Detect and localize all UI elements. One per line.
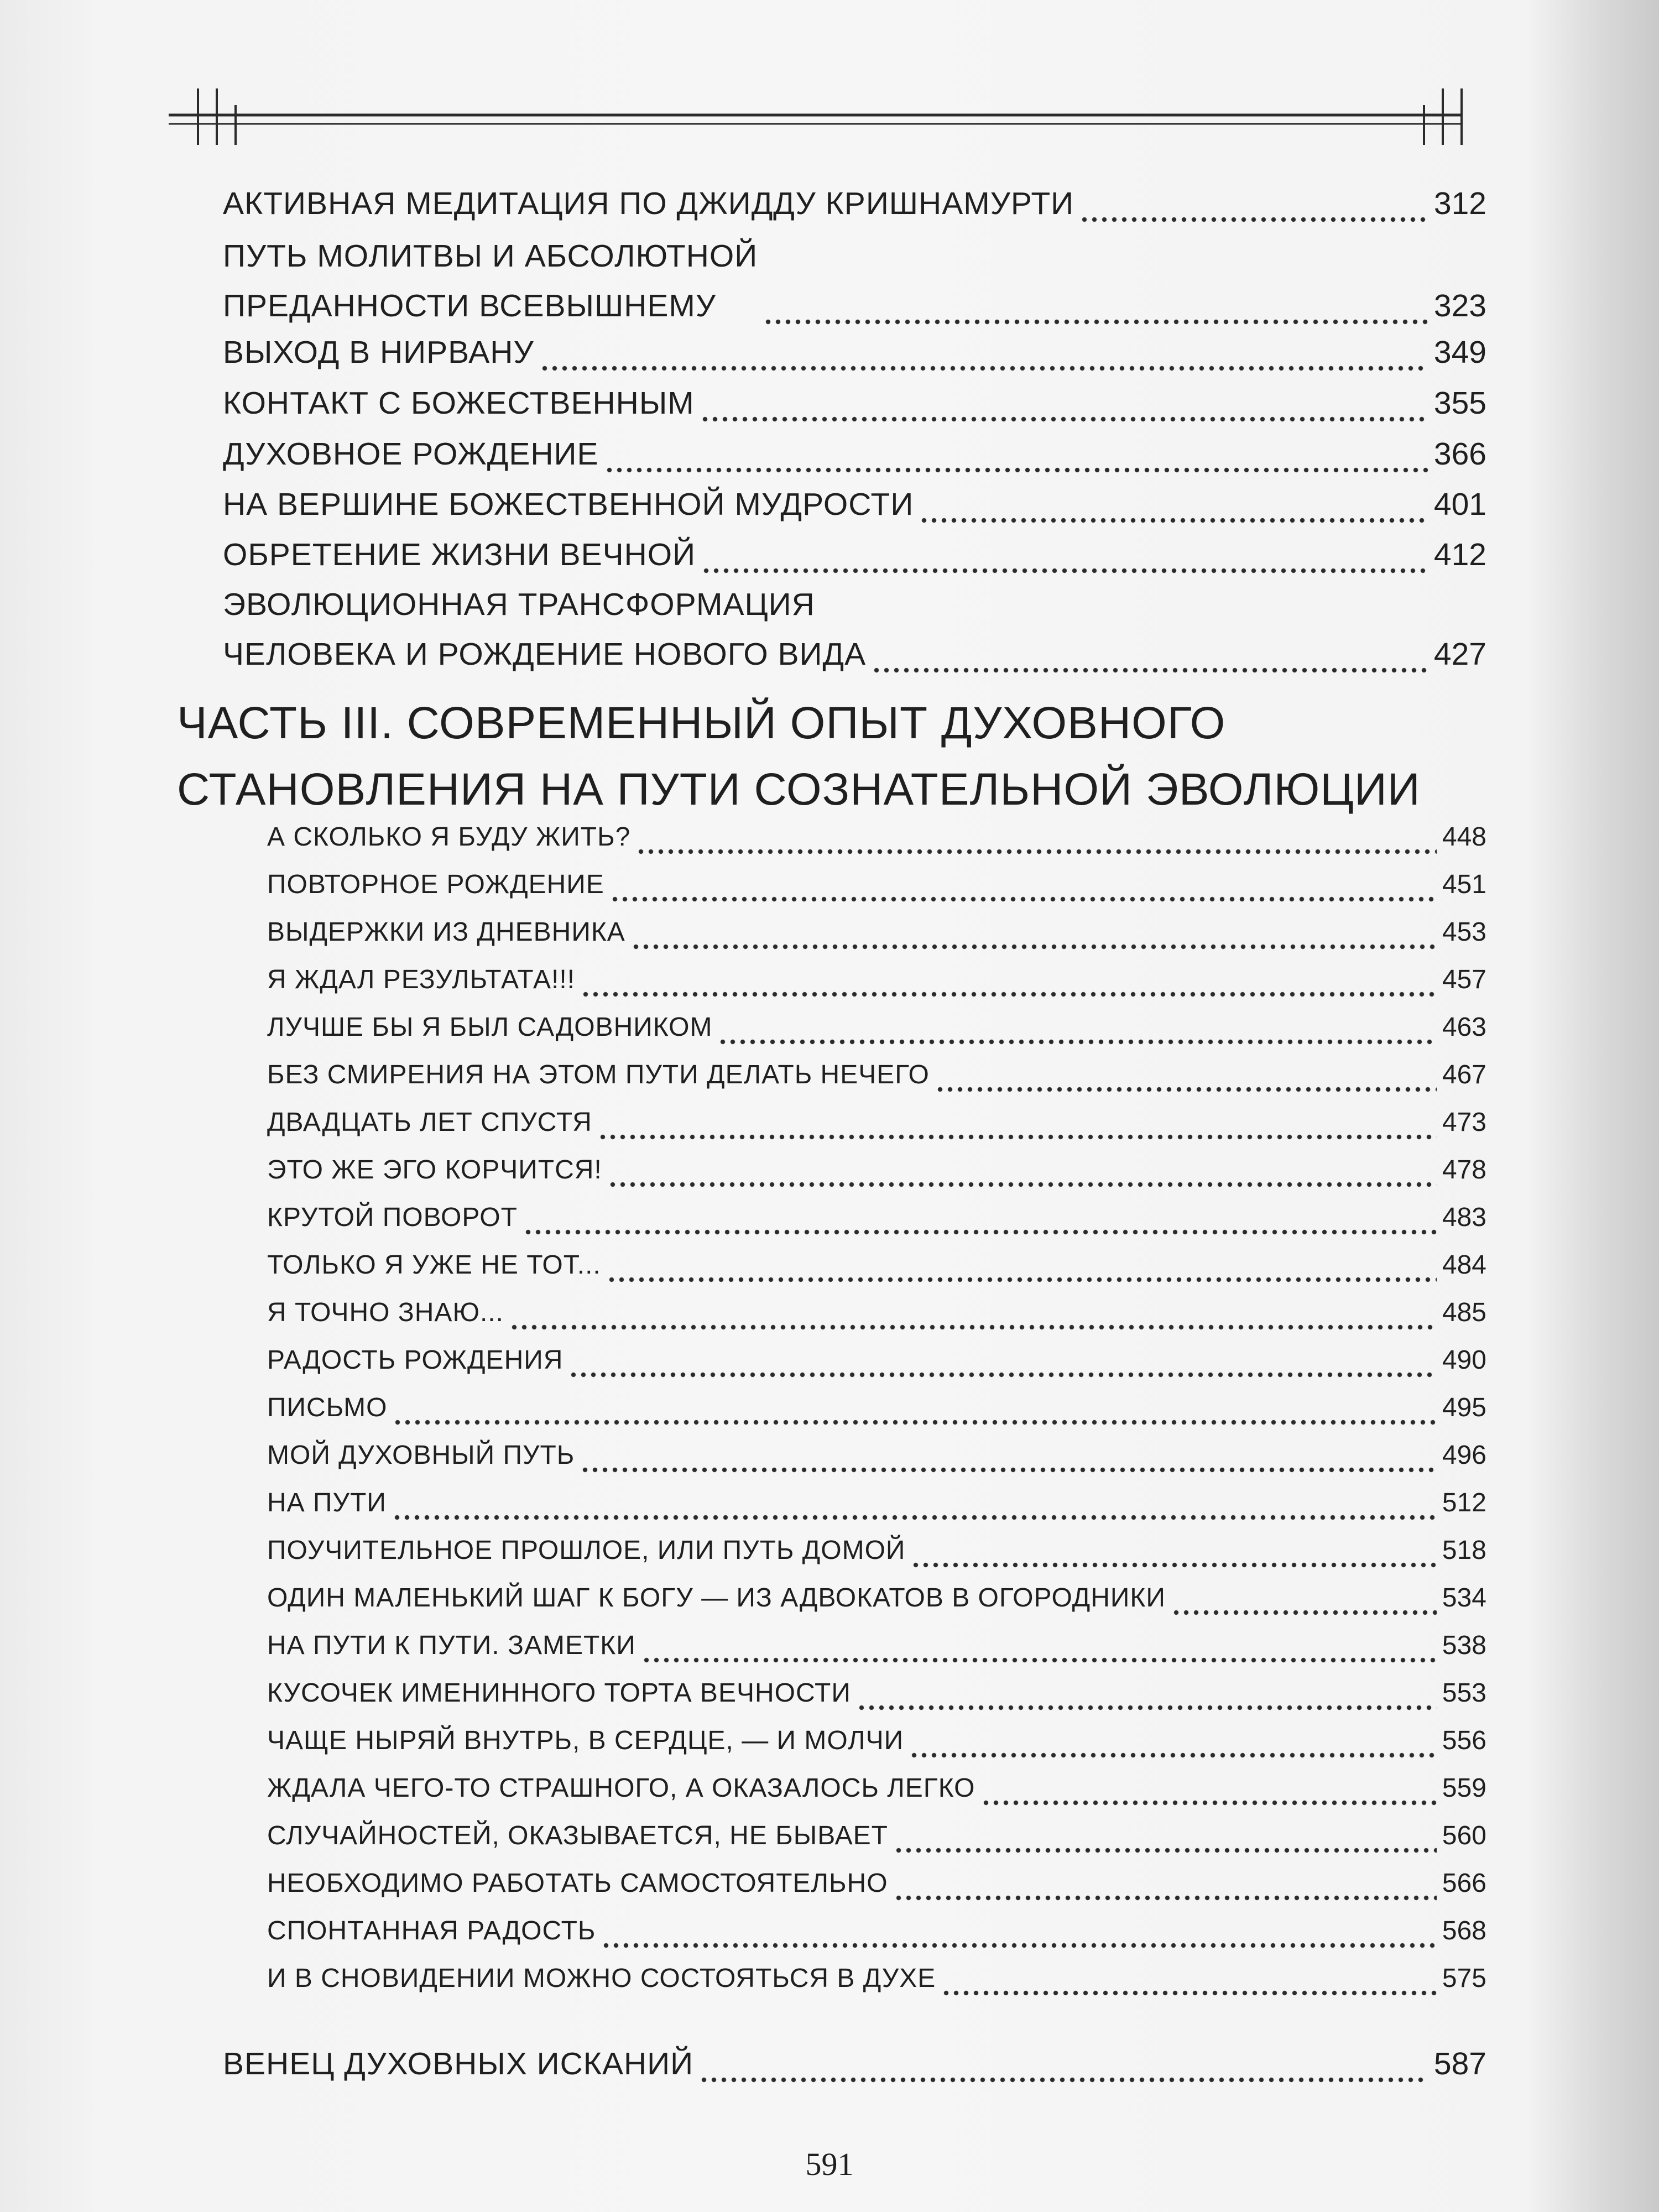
toc-entry-title: ЧЕЛОВЕКА И РОЖДЕНИЕ НОВОГО ВИДА <box>223 637 867 672</box>
toc-entry-title-line1: ЭВОЛЮЦИОННАЯ ТРАНСФОРМАЦИЯ <box>223 587 815 622</box>
toc-entry[interactable] <box>267 1385 1486 1431</box>
dot-leader <box>718 1039 1436 1045</box>
toc-entry-title: БЕЗ СМИРЕНИЯ НА ЭТОМ ПУТИ ДЕЛАТЬ НЕЧЕГО <box>267 1060 930 1089</box>
toc-entry-title: ОДИН МАЛЕНЬКИЙ ШАГ К БОГУ — ИЗ АДВОКАТОВ В ОГОРОДНИКИ <box>267 1583 1166 1613</box>
toc-entry[interactable] <box>267 1623 1486 1669</box>
dot-leader <box>581 991 1437 998</box>
toc-entry-title: ОБРЕТЕНИЕ ЖИЗНИ ВЕЧНОЙ <box>223 537 696 572</box>
toc-entry-title: ПОВТОРНОЕ РОЖДЕНИЕ <box>267 870 604 899</box>
dot-leader <box>857 1704 1437 1711</box>
dot-leader <box>523 1229 1437 1235</box>
toc-entry-page: 448 <box>1442 822 1486 852</box>
toc-entry-title: ПОУЧИТЕЛЬНОЕ ПРОШЛОЕ, ИЛИ ПУТЬ ДОМОЙ <box>267 1536 906 1565</box>
toc-entry[interactable] <box>267 1290 1486 1336</box>
toc-entry[interactable] <box>267 1337 1486 1384</box>
toc-entry-title: ВЕНЕЦ ДУХОВНЫХ ИСКАНИЙ <box>223 2046 694 2081</box>
toc-entry-page: 412 <box>1433 537 1486 572</box>
part-heading-line2: СТАНОВЛЕНИЯ НА ПУТИ СОЗНАТЕЛЬНОЙ ЭВОЛЮЦИИ <box>177 764 1421 815</box>
dot-leader <box>393 1419 1436 1426</box>
toc-entry-page: 518 <box>1442 1536 1486 1565</box>
toc-entry-page: 490 <box>1442 1345 1486 1375</box>
toc-entry[interactable] <box>267 1813 1486 1859</box>
dot-leader <box>935 1086 1437 1093</box>
toc-entry-title: РАДОСТЬ РОЖДЕНИЯ <box>267 1345 564 1375</box>
toc-entry-title: НА ВЕРШИНЕ БОЖЕСТВЕННОЙ МУДРОСТИ <box>223 487 914 522</box>
dot-leader <box>607 1276 1437 1283</box>
dot-leader <box>540 365 1428 372</box>
header-ornament <box>0 0 1659 177</box>
toc-entry-title: НА ПУТИ К ПУТИ. ЗАМЕТКИ <box>267 1631 636 1660</box>
toc-entry[interactable] <box>223 580 1486 679</box>
dot-leader <box>598 1134 1437 1140</box>
toc-entry-title: ЖДАЛА ЧЕГО-ТО СТРАШНОГО, А ОКАЗАЛОСЬ ЛЕГКО <box>267 1773 975 1803</box>
toc-entry-title: ДУХОВНОЕ РОЖДЕНИЕ <box>223 436 599 472</box>
toc-entry-page: 538 <box>1442 1631 1486 1660</box>
toc-entry[interactable] <box>223 530 1486 580</box>
toc-entry[interactable] <box>223 231 1486 331</box>
toc-entry-page: 553 <box>1442 1678 1486 1708</box>
toc-entry-page: 323 <box>1433 288 1486 324</box>
toc-entry-title: ПИСЬМО <box>267 1393 388 1422</box>
toc-entry-title: И В СНОВИДЕНИИ МОЖНО СОСТОЯТЬСЯ В ДУХЕ <box>267 1964 936 1993</box>
toc-entry[interactable] <box>267 1099 1486 1146</box>
dot-leader <box>909 1752 1437 1759</box>
toc-entry-title: ЛУЧШЕ БЫ Я БЫЛ САДОВНИКОМ <box>267 1013 713 1042</box>
toc-entry-page: 467 <box>1442 1060 1486 1089</box>
toc-entry-page: 485 <box>1442 1298 1486 1327</box>
toc-entry[interactable] <box>223 479 1486 529</box>
toc-entry-title: МОЙ ДУХОВНЫЙ ПУТЬ <box>267 1441 575 1470</box>
toc-entry-page: 473 <box>1442 1108 1486 1137</box>
toc-entry[interactable] <box>267 1527 1486 1574</box>
toc-entry[interactable] <box>267 1052 1486 1098</box>
dot-leader <box>608 1181 1437 1188</box>
dot-leader <box>631 943 1437 950</box>
toc-entry-page: 478 <box>1442 1155 1486 1185</box>
toc-entry-page: 566 <box>1442 1869 1486 1898</box>
toc-entry-title: КОНТАКТ С БОЖЕСТВЕННЫМ <box>223 385 695 421</box>
toc-entry-page: 355 <box>1433 385 1486 421</box>
toc-entry[interactable] <box>223 327 1486 377</box>
dot-leader <box>699 2077 1428 2083</box>
toc-entry-page: 451 <box>1442 870 1486 899</box>
toc-entry-title: ДВАДЦАТЬ ЛЕТ СПУСТЯ <box>267 1108 592 1137</box>
toc-entry-page: 484 <box>1442 1250 1486 1280</box>
toc-entry-page: 349 <box>1433 335 1486 370</box>
toc-entry[interactable] <box>267 1147 1486 1193</box>
toc-entry-page: 556 <box>1442 1726 1486 1755</box>
dot-leader <box>700 416 1428 422</box>
dot-leader <box>763 319 1428 325</box>
part-heading <box>177 690 1532 823</box>
toc-entry[interactable] <box>267 1860 1486 1907</box>
toc-entry-title: Я ЖДАЛ РЕЗУЛЬТАТА!!! <box>267 965 575 994</box>
dot-leader <box>604 467 1428 473</box>
toc-entry-page: 453 <box>1442 917 1486 947</box>
dot-leader <box>636 848 1437 855</box>
toc-entry-page: 575 <box>1442 1964 1486 1993</box>
toc-entry-title: КРУТОЙ ПОВОРОТ <box>267 1203 518 1232</box>
toc-entry-title: ПРЕДАННОСТИ ВСЕВЫШНЕМУ <box>223 288 717 324</box>
toc-entry-page: 568 <box>1442 1916 1486 1945</box>
toc-entry-title: Я ТОЧНО ЗНАЮ... <box>267 1298 504 1327</box>
toc-entry-title: ЧАЩЕ НЫРЯЙ ВНУТРЬ, В СЕРДЦЕ, — И МОЛЧИ <box>267 1726 904 1755</box>
dot-leader <box>894 1895 1437 1901</box>
toc-entry-page: 559 <box>1442 1773 1486 1803</box>
dot-leader <box>919 517 1428 524</box>
dot-leader <box>911 1562 1436 1568</box>
dot-leader <box>701 567 1428 574</box>
toc-entry-page: 560 <box>1442 1821 1486 1850</box>
toc-entry[interactable] <box>267 1004 1486 1051</box>
toc-entry-title: ВЫДЕРЖКИ ИЗ ДНЕВНИКА <box>267 917 625 947</box>
toc-entry-page: 463 <box>1442 1013 1486 1042</box>
toc-entry-page: 495 <box>1442 1393 1486 1422</box>
toc-entry[interactable] <box>267 1718 1486 1764</box>
toc-entry-page: 366 <box>1433 436 1486 472</box>
toc-entry-page: 534 <box>1442 1583 1486 1613</box>
toc-entry-title: СПОНТАННАЯ РАДОСТЬ <box>267 1916 596 1945</box>
dot-leader <box>392 1514 1437 1521</box>
toc-entry[interactable] <box>267 1765 1486 1812</box>
dot-leader <box>580 1467 1437 1473</box>
dot-leader <box>1171 1609 1437 1616</box>
toc-entry-page: 457 <box>1442 965 1486 994</box>
toc-entry-page: 496 <box>1442 1441 1486 1470</box>
toc-entry[interactable] <box>223 378 1486 428</box>
dot-leader <box>568 1371 1437 1378</box>
toc-entry-page: 401 <box>1433 487 1486 522</box>
toc-entry[interactable] <box>267 957 1486 1003</box>
toc-entry[interactable] <box>223 179 1486 228</box>
toc-entry[interactable] <box>267 1242 1486 1288</box>
toc-entry-page: 512 <box>1442 1488 1486 1517</box>
toc-entry[interactable] <box>267 909 1486 956</box>
dot-leader <box>641 1657 1437 1663</box>
toc-entry[interactable] <box>267 1432 1486 1479</box>
toc-entry[interactable] <box>267 862 1486 908</box>
toc-entry-title: АКТИВНАЯ МЕДИТАЦИЯ ПО ДЖИДДУ КРИШНАМУРТИ <box>223 186 1074 221</box>
dot-leader <box>1079 216 1428 223</box>
page-number: 591 <box>805 2146 854 2182</box>
toc-entry-title: А СКОЛЬКО Я БУДУ ЖИТЬ? <box>267 822 631 852</box>
toc-entry-page: 312 <box>1433 186 1486 221</box>
dot-leader <box>509 1324 1437 1331</box>
toc-entry[interactable] <box>267 1575 1486 1621</box>
dot-leader <box>894 1847 1437 1854</box>
toc-entry-title: ЭТО ЖЕ ЭГО КОРЧИТСЯ! <box>267 1155 602 1185</box>
dot-leader <box>610 896 1437 902</box>
toc-entry[interactable] <box>267 814 1486 860</box>
dot-leader <box>601 1942 1437 1949</box>
toc-entry-page: 587 <box>1433 2046 1486 2081</box>
toc-entry-title: КУСОЧЕК ИМЕНИННОГО ТОРТА ВЕЧНОСТИ <box>267 1678 851 1708</box>
toc-entry[interactable] <box>223 429 1486 479</box>
part-heading-line1: ЧАСТЬ III. СОВРЕМЕННЫЙ ОПЫТ ДУХОВНОГО <box>177 698 1226 748</box>
toc-entry-title-line1: ПУТЬ МОЛИТВЫ И АБСОЛЮТНОЙ <box>223 238 758 274</box>
toc-entry-title: СЛУЧАЙНОСТЕЙ, ОКАЗЫВАЕТСЯ, НЕ БЫВАЕТ <box>267 1821 888 1850</box>
toc-entry[interactable] <box>267 1955 1486 2002</box>
toc-entry[interactable] <box>267 1908 1486 1954</box>
toc-entry-page: 427 <box>1433 637 1486 672</box>
dot-leader <box>981 1799 1437 1806</box>
toc-entry-title: НЕОБХОДИМО РАБОТАТЬ САМОСТОЯТЕЛЬНО <box>267 1869 888 1898</box>
toc-entry[interactable] <box>267 1480 1486 1526</box>
toc-entry-title: ТОЛЬКО Я УЖЕ НЕ ТОТ... <box>267 1250 601 1280</box>
toc-entry-final[interactable] <box>223 2039 1486 2089</box>
toc-entry[interactable] <box>267 1670 1486 1717</box>
toc-entry-page: 483 <box>1442 1203 1486 1232</box>
dot-leader <box>872 667 1428 674</box>
dot-leader <box>941 1990 1437 1996</box>
toc-entry[interactable] <box>267 1194 1486 1241</box>
toc-entry-title: НА ПУТИ <box>267 1488 387 1517</box>
toc-entry-title: ВЫХОД В НИРВАНУ <box>223 335 534 370</box>
